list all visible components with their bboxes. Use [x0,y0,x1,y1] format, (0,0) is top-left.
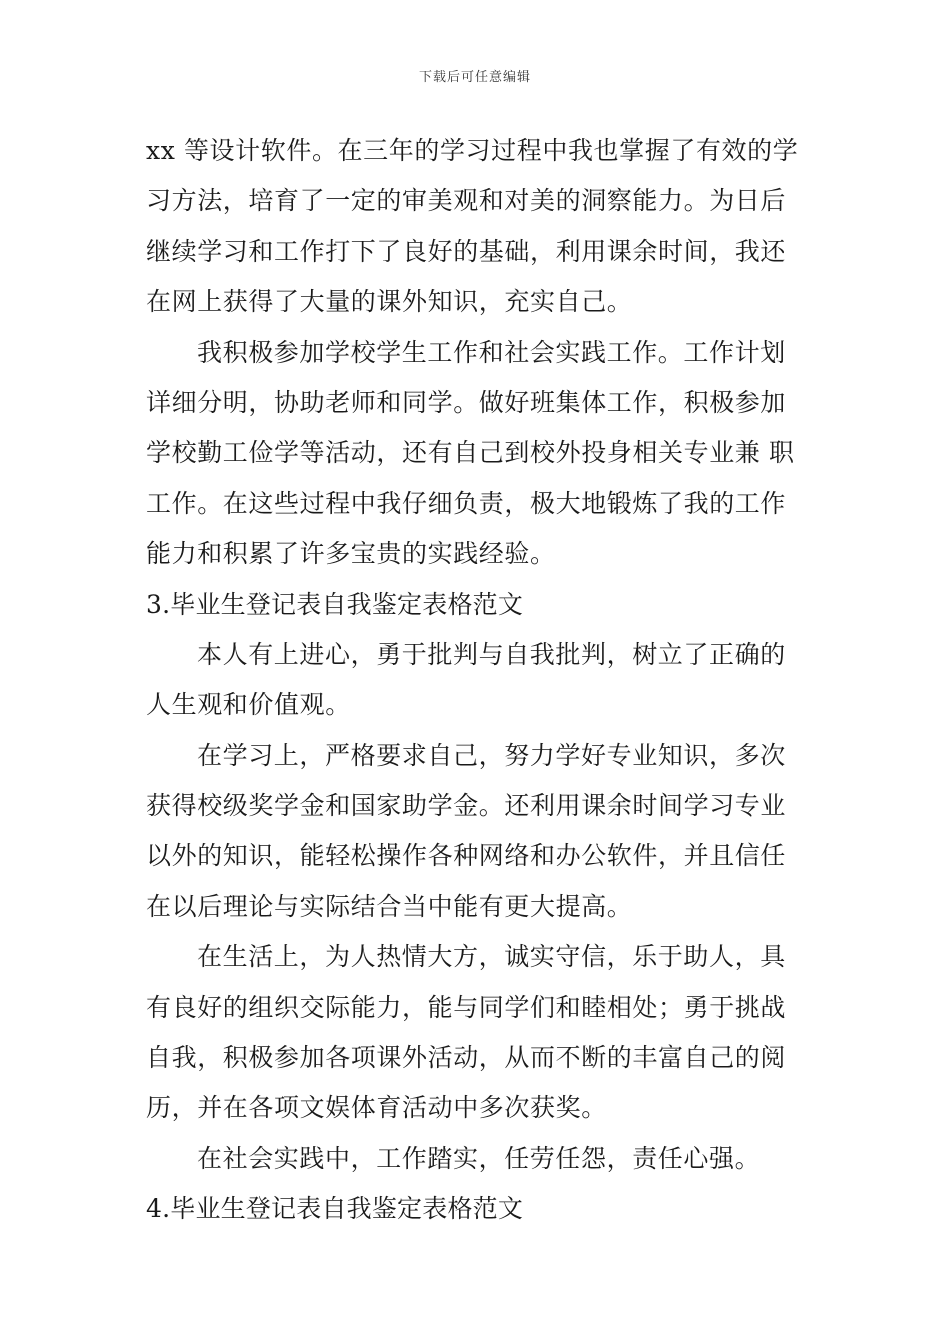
text-line: 工作。在这些过程中我仔细负责，极大地锻炼了我的工作 [146,488,787,518]
text-line: 在生活上，为人热情大方，诚实守信，乐于助人，具 [197,942,786,972]
text-line: 自我，积极参加各项课外活动，从而不断的丰富自己的阅 [146,1043,787,1073]
text-line: 历，并在各项文娱体育活动中多次获奖。 [146,1093,607,1123]
text-line: 习方法，培育了一定的审美观和对美的洞察能力。为日后 [146,186,787,216]
text-line: 在社会实践中，工作踏实，任劳任怨，责任心强。 [197,1143,761,1173]
document-body [146,126,806,1235]
page-header-note: 下载后可任意编辑 [418,70,531,85]
text-line: 继续学习和工作打下了良好的基础，利用课余时间，我还 [146,236,787,266]
text-line: 在网上获得了大量的课外知识，充实自己。 [146,287,633,317]
text-line: 在以后理论与实际结合当中能有更大提高。 [146,891,633,921]
text-line: 本人有上进心，勇于批判与自我批判，树立了正确的 [197,639,786,669]
text-line: 我积极参加学校学生工作和社会实践工作。工作计划 [197,337,786,367]
section-heading: 4.毕业生登记表自我鉴定表格范文 [146,1194,524,1224]
text-line: 获得校级奖学金和国家助学金。还利用课余时间学习专业 [146,791,787,821]
text-line: xx 等设计软件。在三年的学习过程中我也掌握了有效的学 [146,136,799,165]
text-line: 人生观和价值观。 [146,690,351,720]
text-line: 详细分明，协助老师和同学。做好班集体工作，积极参加 [146,387,787,417]
text-line: 能力和积累了许多宝贵的实践经验。 [146,539,556,569]
section-heading: 3.毕业生登记表自我鉴定表格范文 [146,589,524,619]
text-line: 学校勤工俭学等活动，还有自己到校外投身相关专业兼 职 [146,438,795,468]
text-line: 以外的知识，能轻松操作各种网络和办公软件，并且信任 [146,841,787,871]
text-line: 有良好的组织交际能力，能与同学们和睦相处；勇于挑战 [146,992,787,1022]
text-line: 在学习上，严格要求自己，努力学好专业知识，多次 [197,740,786,770]
